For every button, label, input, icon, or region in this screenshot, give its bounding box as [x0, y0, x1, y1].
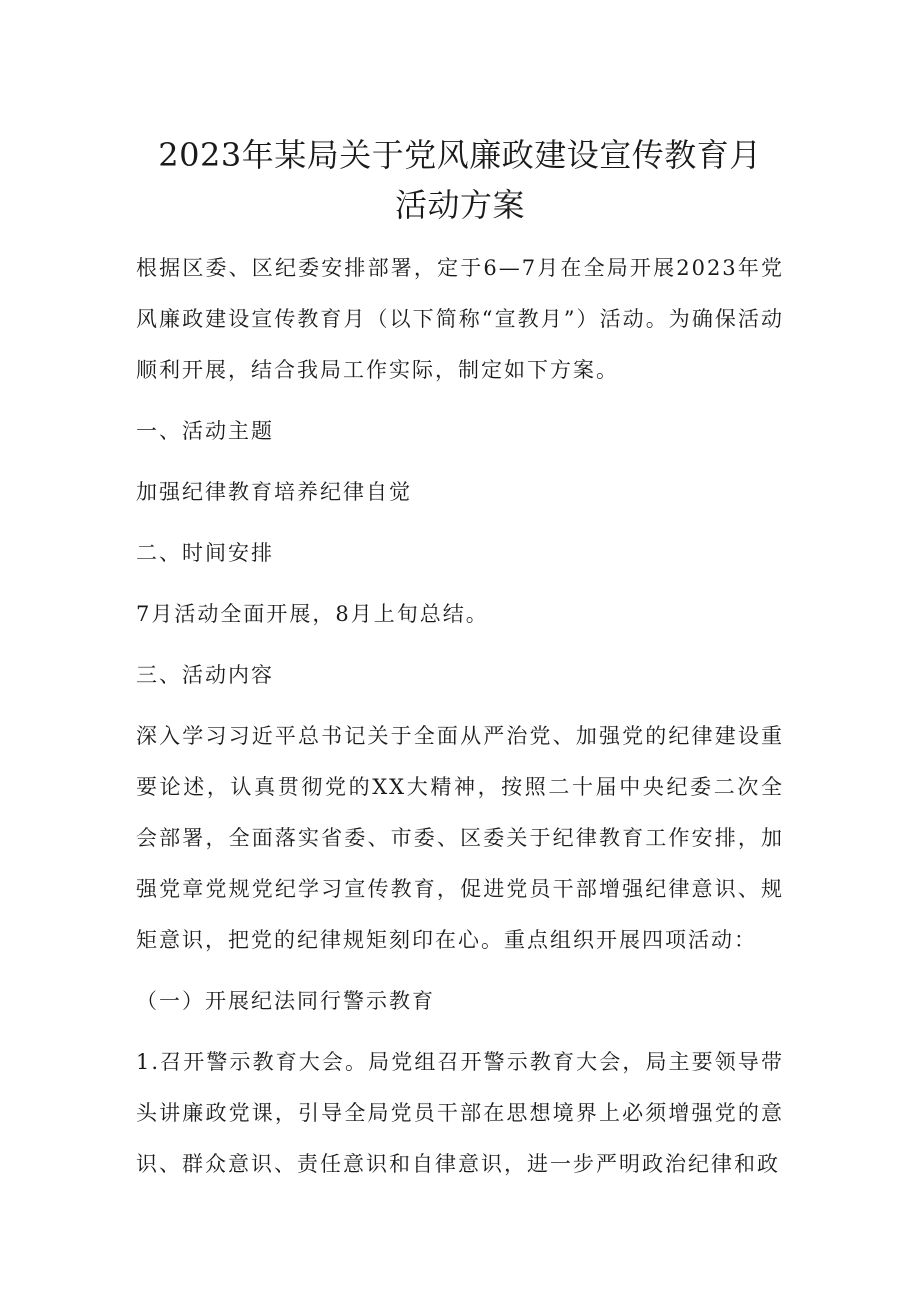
document-title: [100, 130, 820, 230]
section-1-text: 加强纪律教育培养纪律自觉: [136, 480, 412, 504]
item-1-paragraph: 1.召开警示教育大会。局党组召开警示教育大会，局主要领导带头讲廉政党课，引导全局党员干部在思想境界上必须增强党的意识、群众意识、责任意识和自律意识，进一步严明政治纪律和政: [136, 1050, 784, 1176]
section-1-heading: 一、活动主题: [136, 419, 274, 443]
title-line-2: 活动方案: [394, 186, 525, 224]
section-3-heading: 三、活动内容: [136, 663, 274, 687]
title-line-1: 2023年某局关于党风廉政建设宣传教育月: [158, 136, 762, 174]
document-body: [136, 243, 784, 1190]
section-2-text: 7月活动全面开展，8月上旬总结。: [136, 602, 489, 626]
intro-paragraph: 根据区委、区纪委安排部署，定于6—7月在全局开展2023年党风廉政建设宣传教育月（以下简称“宣教月”）活动。为确保活动顺利开展，结合我局工作实际，制定如下方案。: [136, 256, 784, 382]
section-3-text: 深入学习习近平总书记关于全面从严治党、加强党的纪律建设重要论述，认真贯彻党的XX大精神，按照二十届中央纪委二次全会部署，全面落实省委、市委、区委关于纪律教育工作安排，加强党章党规党纪学习宣传教育，促进党员干部增强纪律意识、规矩意识，把党的纪律规矩刻印在心。重点组织开展四项活动：: [136, 724, 784, 952]
section-2-heading: 二、时间安排: [136, 541, 274, 565]
subsection-1-heading: （一）开展纪法同行警示教育: [136, 989, 435, 1013]
